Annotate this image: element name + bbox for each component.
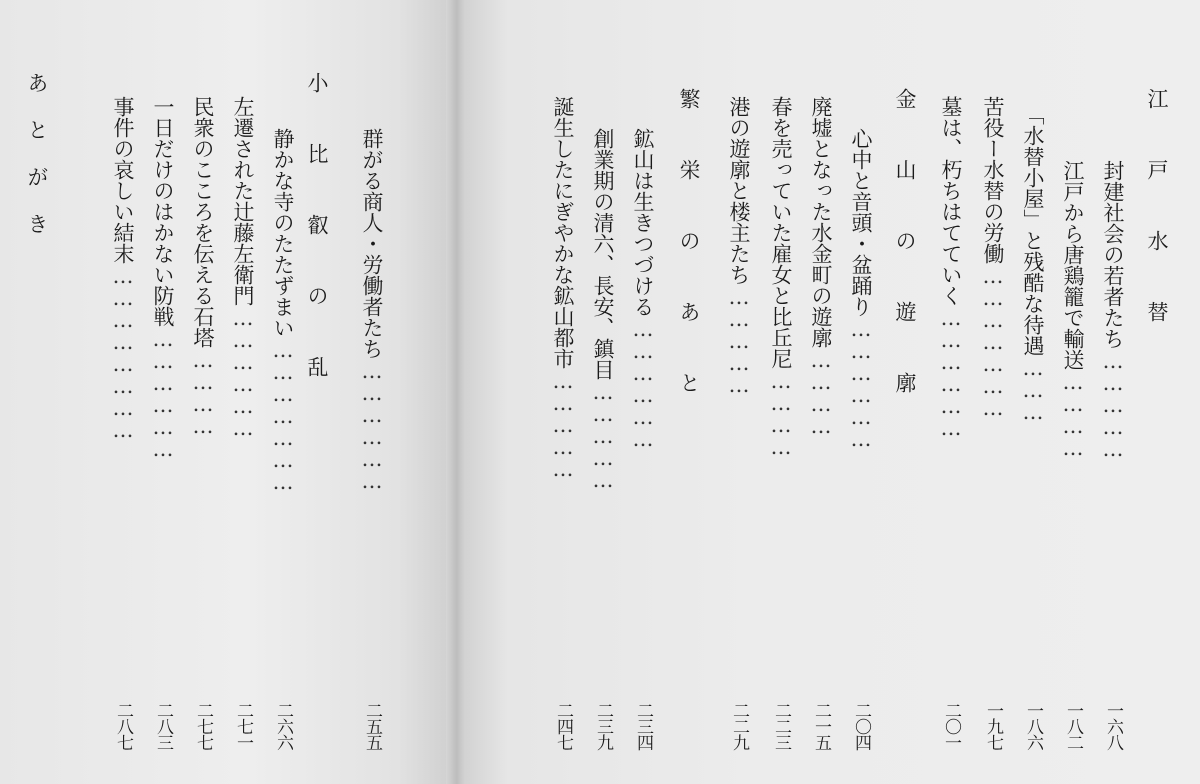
- dot-leader: ……………: [551, 369, 575, 479]
- toc-entry[interactable]: [546, 0, 580, 479]
- section-heading-hanei-no-ato: 繁 栄 の あ と: [677, 88, 701, 406]
- dot-leader: …………………: [271, 338, 295, 492]
- page-number: 二四七: [553, 702, 573, 750]
- toc-entry[interactable]: [106, 0, 140, 440]
- section-heading-kinzan-yukaku: 金 山 の 遊 廓: [893, 88, 917, 406]
- page-number: 二〇四: [851, 702, 871, 750]
- dot-leader: ……………………: [111, 264, 135, 440]
- dot-leader: ……………: [1101, 349, 1125, 459]
- dot-leader: ………………: [151, 327, 175, 459]
- page-number: 一六八: [1103, 702, 1123, 750]
- page-number: 二三九: [593, 702, 613, 750]
- entry-title: 誕生したにぎやかな鉱山都市: [551, 96, 575, 369]
- dot-leader: ………………: [231, 306, 255, 438]
- page-number: 一八六: [1023, 702, 1043, 750]
- dot-leader: ……………: [591, 380, 615, 490]
- dot-leader: …………………: [981, 264, 1005, 418]
- toc-entry[interactable]: [1096, 0, 1130, 459]
- toc-entry[interactable]: [722, 0, 756, 395]
- entry-title: 春を売っていた雇女と比丘尼: [769, 96, 793, 369]
- toc-entry[interactable]: [266, 0, 300, 492]
- afterword-heading: あとがき: [25, 72, 49, 260]
- page-number: 二六六: [273, 702, 293, 750]
- dot-leader: ………………: [849, 317, 873, 449]
- dot-leader: ………………: [360, 359, 384, 491]
- entry-title: 港の遊廓と楼主たち: [727, 96, 751, 285]
- toc-entry[interactable]: [844, 0, 878, 449]
- page-number: 二七一: [233, 702, 253, 750]
- page-number: 一八二: [1063, 702, 1083, 750]
- page-number: 二二九: [729, 702, 749, 750]
- page-number: 二七七: [193, 702, 213, 750]
- toc-entry[interactable]: [186, 0, 220, 436]
- dot-leader: …………: [1061, 370, 1085, 458]
- page-number: 二八三: [153, 702, 173, 750]
- dot-leader: …………: [191, 348, 215, 436]
- entry-title: 墓は、朽ちはてていく: [939, 96, 963, 306]
- entry-title: 「水替小屋」と残酷な待遇: [1021, 104, 1045, 356]
- toc-entry[interactable]: [934, 0, 968, 438]
- dot-leader: ………: [1021, 356, 1045, 422]
- page-number: 一九七: [983, 702, 1003, 750]
- entry-title: 江戸から唐鶏籠で輸送: [1061, 160, 1085, 370]
- entry-title: 左遷された辻藤左衛門: [231, 96, 255, 306]
- dot-leader: ……………: [727, 285, 751, 395]
- page-number: 二三四: [633, 702, 653, 750]
- left-page: [0, 0, 452, 784]
- entry-title: 民衆のこころを伝える石塔: [191, 96, 215, 348]
- entry-title: 静かな寺のたたずまい: [271, 128, 295, 338]
- dot-leader: …………: [769, 369, 793, 457]
- entry-title: 鉱山は生きつづける: [631, 128, 655, 317]
- toc-entry[interactable]: [804, 0, 838, 436]
- toc-entry[interactable]: [626, 0, 660, 449]
- entry-title: 苦役ー水替の労働: [981, 96, 1005, 264]
- section-heading-kohiei: 小 比 叡 の 乱: [305, 72, 329, 390]
- entry-title: 一日だけのはかない防戦: [151, 96, 175, 327]
- page-number: 二二三: [771, 702, 791, 750]
- entry-title: 事件の哀しい結末: [111, 96, 135, 264]
- toc-entry[interactable]: [976, 0, 1010, 418]
- dot-leader: …………: [809, 348, 833, 436]
- entry-title: 廃墟となった水金町の遊廓: [809, 96, 833, 348]
- dot-leader: ………………: [939, 306, 963, 438]
- toc-entry[interactable]: [764, 0, 798, 457]
- right-page: [464, 0, 1200, 784]
- entry-title: 心中と音頭・盆踊り: [849, 128, 873, 317]
- toc-entry[interactable]: [1016, 0, 1050, 422]
- page-number: 二五五: [362, 702, 382, 750]
- toc-entry[interactable]: [355, 0, 389, 491]
- page-number: 二〇一: [941, 702, 961, 750]
- entry-title: 封建社会の若者たち: [1101, 160, 1125, 349]
- toc-entry[interactable]: [226, 0, 260, 438]
- toc-entry[interactable]: [586, 0, 620, 490]
- page-number: 二八七: [113, 702, 133, 750]
- page-number: 二一五: [811, 702, 831, 750]
- section-heading-edo-mizukae: 江 戸 水 替: [1145, 88, 1169, 335]
- toc-entry[interactable]: [146, 0, 180, 459]
- entry-title: 群がる商人・労働者たち: [360, 128, 384, 359]
- dot-leader: ………………: [631, 317, 655, 449]
- toc-entry[interactable]: [1056, 0, 1090, 458]
- entry-title: 創業期の清六、長安、鎮目: [591, 128, 615, 380]
